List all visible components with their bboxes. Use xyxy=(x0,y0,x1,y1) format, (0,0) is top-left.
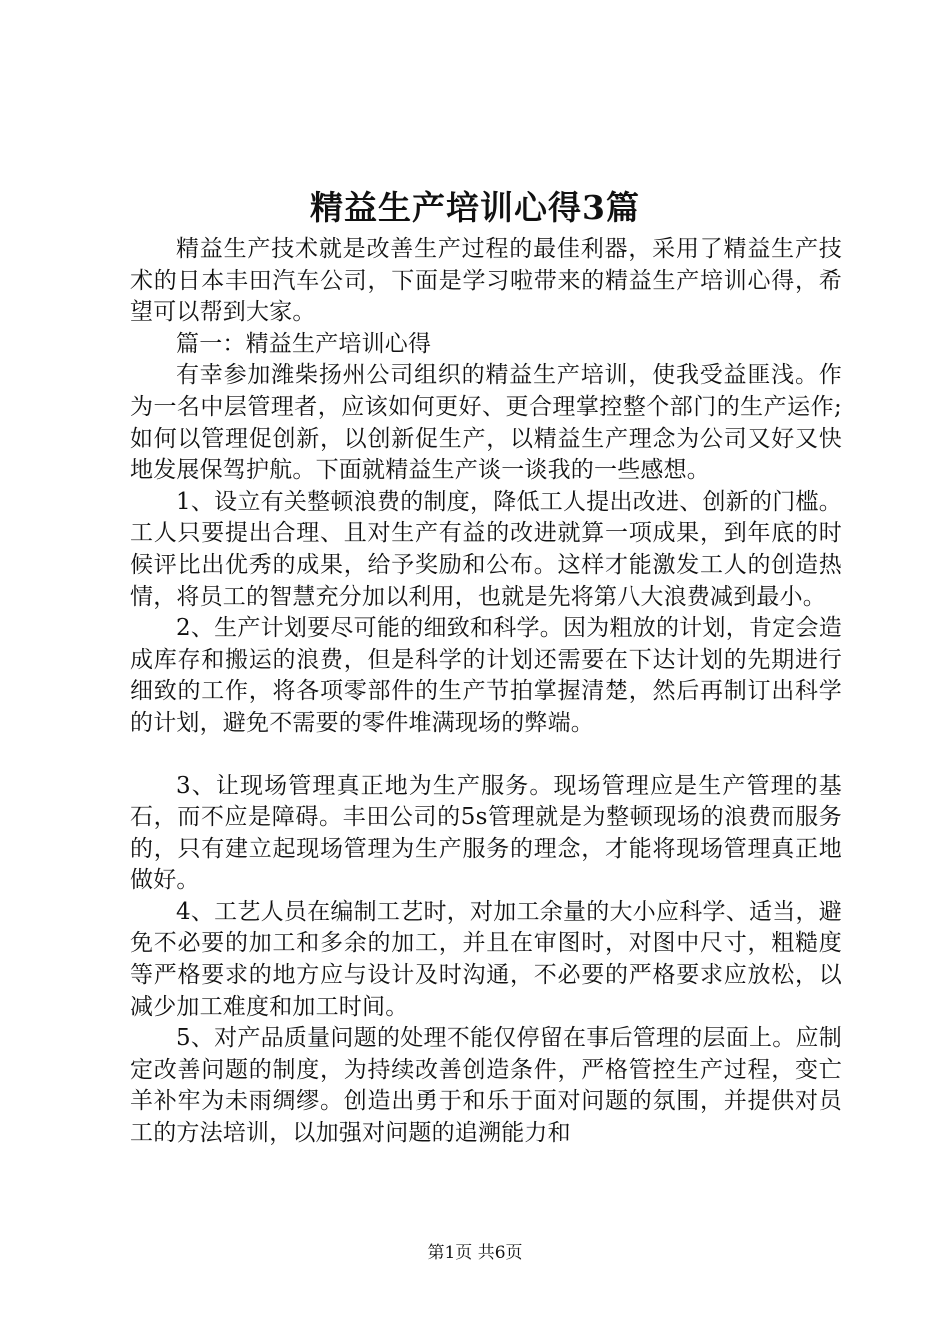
intro-paragraph: 精益生产技术就是改善生产过程的最佳利器，采用了精益生产技术的日本丰田汽车公司，下面是学习啦带来的精益生产培训心得，希望可以帮到大家。 xyxy=(130,236,842,326)
point-5-paragraph: 5、对产品质量问题的处理不能仅停留在事后管理的层面上。应制定改善问题的制度，为持续改善创造条件，严格管控生产过程，变亡羊补牢为未雨绸缪。创造出勇于和乐于面对问题的氛围，并提供对员工的方法培训，以加强对问题的追溯能力和 xyxy=(130,1025,842,1147)
point-1-paragraph: 1、设立有关整顿浪费的制度，降低工人提出改进、创新的门槛。工人只要提出合理、且对生产有益的改进就算一项成果，到年底的时候评比出优秀的成果，给予奖励和公布。这样才能激发工人的创造热情，将员工的智慧充分加以利用，也就是先将第八大浪费减到最小。 xyxy=(130,488,842,610)
page-number: 第1页 共6页 xyxy=(427,1243,523,1263)
document-body xyxy=(130,234,842,1150)
paragraph-spacer xyxy=(130,740,842,771)
point-2-paragraph: 2、生产计划要尽可能的细致和科学。因为粗放的计划，肯定会造成库存和搬运的浪费，但是科学的计划还需要在下达计划的先期进行细致的工作，将各项零部件的生产节拍掌握清楚，然后再制订出科学的计划，避免不需要的零件堆满现场的弊端。 xyxy=(130,615,842,736)
point-4-paragraph: 4、工艺人员在编制工艺时，对加工余量的大小应科学、适当，避免不必要的加工和多余的加工，并且在审图时，对图中尺寸，粗糙度等严格要求的地方应与设计及时沟通，不必要的严格要求应放松，以减少加工难度和加工时间。 xyxy=(130,898,842,1020)
body-paragraph: 有幸参加潍柴扬州公司组织的精益生产培训，使我受益匪浅。作为一名中层管理者，应该如何更好、更合理掌控整个部门的生产运作;如何以管理促创新，以创新促生产，以精益生产理念为公司又好又快地发展保驾护航。下面就精益生产谈一谈我的一些感想。 xyxy=(130,362,842,484)
point-3-paragraph: 3、让现场管理真正地为生产服务。现场管理应是生产管理的基石，而不应是障碍。丰田公司的5s管理就是为整顿现场的浪费而服务的，只有建立起现场管理为生产服务的理念，才能将现场管理真正地做好。 xyxy=(130,772,842,894)
section-heading: 篇一：精益生产培训心得 xyxy=(176,330,432,357)
document-title: 精益生产培训心得3篇 xyxy=(310,188,640,227)
